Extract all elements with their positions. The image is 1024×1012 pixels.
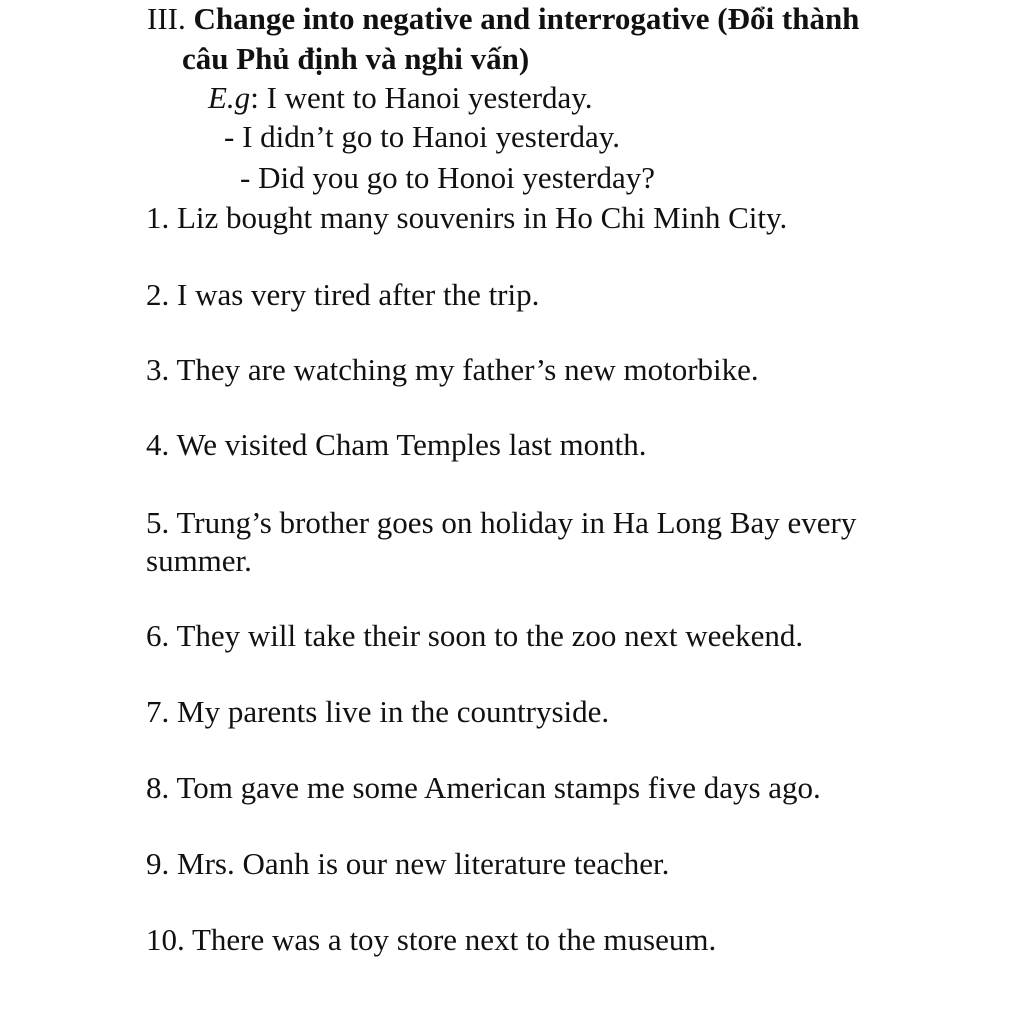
- exercise-item-1: 1. Liz bought many souvenirs in Ho Chi Minh City.: [146, 200, 788, 235]
- exercise-item-8: 8. Tom gave me some American stamps five days ago.: [146, 770, 821, 805]
- example-negative: - I didn’t go to Hanoi yesterday.: [224, 119, 621, 154]
- example-interrogative: - Did you go to Honoi yesterday?: [240, 160, 655, 195]
- exercise-item-10: 10. There was a toy store next to the museum.: [146, 922, 717, 957]
- example-label: E.g: [208, 80, 251, 115]
- example-colon: :: [250, 80, 259, 115]
- exercise-item-5: 5. Trung’s brother goes on holiday in Ha Long Bay every: [146, 505, 857, 540]
- exercise-item-7: 7. My parents live in the countryside.: [146, 694, 610, 729]
- exercise-item-5-continuation: summer.: [146, 543, 252, 578]
- exercise-item-4: 4. We visited Cham Temples last month.: [146, 427, 647, 462]
- section-heading-line-1: [147, 1, 859, 37]
- section-numeral: III.: [147, 1, 186, 36]
- section-title-line-2: câu Phủ định và nghi vấn): [182, 41, 530, 76]
- exercise-item-6: 6. They will take their soon to the zoo next weekend.: [146, 618, 804, 653]
- section-title-line-1: Change into negative and interrogative (Đổi thành: [193, 1, 860, 36]
- exercise-item-3: 3. They are watching my father’s new motorbike.: [146, 352, 759, 387]
- example-sentence: I went to Hanoi yesterday.: [266, 80, 593, 115]
- exercise-item-9: 9. Mrs. Oanh is our new literature teacher.: [146, 846, 670, 881]
- example-sentence-line: [208, 80, 593, 116]
- exercise-item-2: 2. I was very tired after the trip.: [146, 277, 540, 312]
